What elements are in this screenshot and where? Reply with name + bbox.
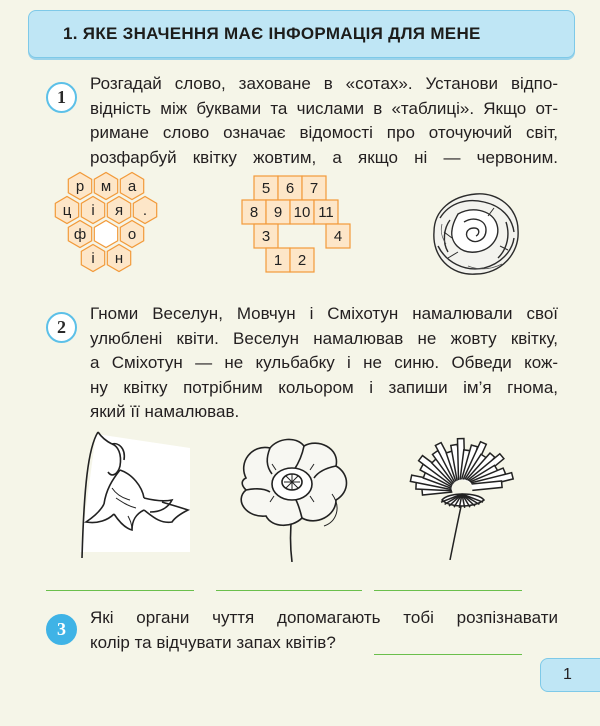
honeycomb-letter: ц bbox=[62, 202, 72, 219]
task-1-line: розфарбуй квітку жовтим, а якщо ні — червоним. bbox=[90, 147, 558, 167]
lesson-header bbox=[28, 10, 575, 58]
honeycomb-letter: а bbox=[127, 178, 137, 195]
honeycomb-puzzle bbox=[50, 170, 180, 286]
honeycomb-empty-cell bbox=[94, 221, 117, 248]
honeycomb-letter: р bbox=[75, 178, 85, 195]
task-2-number: 2 bbox=[46, 312, 77, 343]
table-number: 7 bbox=[309, 180, 319, 197]
table-number: 10 bbox=[293, 204, 311, 221]
lesson-title: 1. ЯКЕ ЗНАЧЕННЯ МАЄ ІНФОРМАЦІЯ ДЛЯ МЕНЕ bbox=[63, 24, 481, 43]
task-2-line: улюблені квіти. Веселун намалював не жовту квітку, bbox=[90, 328, 558, 348]
honeycomb-letter: я bbox=[114, 202, 124, 219]
task-2-line: Гноми Веселун, Мовчун і Сміхотун намалювали свої bbox=[90, 304, 558, 323]
honeycomb-letter: і bbox=[91, 202, 95, 219]
task-3-number: 3 bbox=[46, 614, 77, 645]
answer-line-bellflower[interactable] bbox=[46, 590, 194, 591]
task-3-text bbox=[90, 606, 558, 655]
honeycomb-letter: ф bbox=[73, 226, 87, 243]
table-number: 6 bbox=[285, 180, 295, 197]
bellflower-illustration[interactable] bbox=[72, 428, 196, 562]
task-1-text bbox=[90, 72, 558, 170]
honeycomb-letter: і bbox=[91, 250, 95, 267]
task-1-number: 1 bbox=[46, 82, 77, 113]
task-1-line: відність між буквами та числами в «таблиці». Якщо от- bbox=[90, 98, 558, 118]
task-3-line: Які органи чуття допомагають тобі розпізнавати bbox=[90, 608, 558, 627]
table-number: 5 bbox=[261, 180, 271, 197]
honeycomb-letter: . bbox=[142, 202, 148, 219]
task-2-line: ну квітку потрібним кольором і запиши ім’я гнома, bbox=[90, 377, 558, 397]
poppy-illustration[interactable] bbox=[232, 434, 356, 562]
page-number: 1 bbox=[563, 666, 572, 683]
answer-line-task-3[interactable] bbox=[374, 654, 522, 655]
page-number-tab bbox=[540, 658, 600, 692]
honeycomb-letter: о bbox=[127, 226, 137, 243]
honeycomb-letter: м bbox=[100, 178, 112, 195]
table-number: 3 bbox=[261, 228, 271, 245]
table-number: 11 bbox=[318, 204, 334, 221]
task-2-line: а Сміхотун — не кульбабку і не синю. Обведи кож- bbox=[90, 353, 558, 372]
task-1-line: Розгадай слово, заховане в «сотах». Установи відпо- bbox=[90, 74, 558, 93]
table-number: 2 bbox=[297, 252, 307, 269]
table-number: 4 bbox=[333, 228, 343, 245]
task-2-line: який її намалював. bbox=[90, 402, 240, 421]
task-2-text bbox=[90, 302, 558, 425]
rose-illustration[interactable] bbox=[428, 188, 524, 280]
answer-line-dandelion[interactable] bbox=[374, 590, 522, 591]
table-number: 9 bbox=[273, 204, 283, 221]
task-1-line: римане слово означає відомості про оточуючий світ, bbox=[90, 123, 558, 142]
dandelion-illustration[interactable] bbox=[404, 430, 524, 560]
honeycomb-letter: н bbox=[114, 250, 124, 267]
task-3-line: колір та відчувати запах квітів? bbox=[90, 632, 336, 652]
table-number: 1 bbox=[273, 252, 283, 269]
answer-line-poppy[interactable] bbox=[216, 590, 362, 591]
number-table bbox=[240, 174, 355, 284]
table-number: 8 bbox=[249, 204, 259, 221]
